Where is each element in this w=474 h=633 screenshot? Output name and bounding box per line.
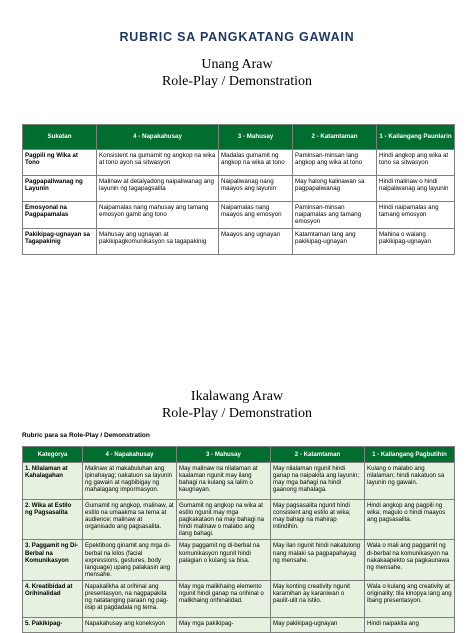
table-row	[23, 617, 455, 632]
criteria-cell: 2. Wika at Estilo ng Pagsasalita	[23, 500, 83, 540]
table-cell: Hindi angkop ang wika at tono sa sitwasyon	[377, 150, 455, 176]
table-cell: May mga malikhaing elemento ngunit hindi ganap na orihinal o malikhaing orihinalidad.	[177, 580, 271, 617]
table-cell: Wala o mali ang paggamit ng di-berbal na komunikasyon na nakakaapekto sa pagkaunawa ng mensahe.	[365, 540, 455, 580]
table-row	[23, 176, 455, 202]
table-cell: May halong kalinawan sa pagpapaliwanag	[293, 176, 377, 202]
table-cell: May ilan ngunit hindi nakatulong nang malaki sa pagpapahayag ng mensahe.	[271, 540, 365, 580]
table-cell: Malinaw at detalyadong naipaliwanag ang layunin ng tagapagsalita	[97, 176, 219, 202]
header-cell: 4 - Napakahusay	[83, 447, 177, 463]
criteria-cell: 5. Pakikipag-	[23, 617, 83, 632]
header-cell: 2 - Katamtaman	[293, 125, 377, 150]
table-cell: Napakahusay ang koneksyon	[83, 617, 177, 632]
table-cell: Gumamit ng angkop na wika at estilo ngunit may mga pagkakataon na may bahagi na hindi malinaw o malabo ang ilang bahagi.	[177, 500, 271, 540]
criteria-cell: 1. Nilalaman at Kahalagahan	[23, 463, 83, 500]
table-cell: Hindi angkop ang pagpili ng wika; magulo o hindi maayos ang pagsasalita.	[365, 500, 455, 540]
table-cell: Epektibong ginamit ang mga di-berbal na kilos (facial expressions, gestures, body language) upang palakasin ang mensahe.	[83, 540, 177, 580]
day1-subtitle: Role-Play / Demonstration	[161, 74, 313, 89]
table-row	[23, 228, 455, 254]
day2-subtitle: Role-Play / Demonstration	[161, 406, 313, 421]
header-cell: 3 - Mahusay	[219, 125, 293, 150]
header-cell: 2 - Katamtaman	[271, 447, 365, 463]
table-cell: May mga pakikipag-	[177, 617, 271, 632]
table-cell: May pakikipag-ugnayan	[271, 617, 365, 632]
table-row	[23, 463, 455, 500]
table-cell: May konting creativity ngunit karamihan ay karaniwan o paulit-ulit na istilo.	[271, 580, 365, 617]
header-cell: 1 - Kailangang Paunlarin	[377, 125, 455, 150]
table-cell: Naipamalas nang mahusay ang tamang emosyon gamit ang tono	[97, 202, 219, 229]
table-cell: Kulang o malabo ang nilalaman; hindi nakatuon sa layunin ng gawain.	[365, 463, 455, 500]
criteria-cell: 3. Paggamit ng Di-Berbal na Komunikasyon	[23, 540, 83, 580]
table-cell: May paggamit ng di-berbal na komunikasyon ngunit hindi palagian o kulang sa bisa.	[177, 540, 271, 580]
table-cell: Mahina o walang pakikipag-ugnayan	[377, 228, 455, 254]
table-cell: May nilalaman ngunit hindi ganap na naipakita ang layunin; may mga bahagi na hindi gaanong mahalaga.	[271, 463, 365, 500]
table-cell: Napakalikha at orihinal ang presentasyon, na nagpapakita ng natatanging paraan ng pag-iisip at pagdadala ng tema.	[83, 580, 177, 617]
table-cell: Hindi naipamalas ang tamang emosyon	[377, 202, 455, 229]
table-cell: May pagsasalita ngunit hindi consistent ang estilo at wika; may bahagi na mahirap intindihin.	[271, 500, 365, 540]
table-cell: Wala o kulang ang creativity at originality; tila kinopya lang ang ibang presentasyon.	[365, 580, 455, 617]
table-cell: Madalas gumamit ng angkop na wika at tono	[219, 150, 293, 176]
criteria-cell: 4. Kreatibidad at Orihinalidad	[23, 580, 83, 617]
day2-title: Ikalawang Araw	[190, 389, 284, 404]
table-row	[23, 500, 455, 540]
table-cell: Hindi naipakita ang	[365, 617, 455, 632]
table-header-row	[23, 447, 455, 463]
table-cell: Gumamit ng angkop, malinaw, at estilo na umaakma sa tema at audience; malinaw at organisado ang pagsasalita.	[83, 500, 177, 540]
criteria-cell: Emosyonal na Pagpapamalas	[23, 202, 97, 229]
day2-heading	[0, 388, 474, 422]
table-cell: Katamtaman lang ang pakikipag-ugnayan	[293, 228, 377, 254]
criteria-cell: Pagpapaliwanag ng Layunin	[23, 176, 97, 202]
table-row	[23, 202, 455, 229]
table-cell: Naipaliwanag nang maayos ang layunin	[219, 176, 293, 202]
table-cell: Mahusay ang ugnayan at pakikipagkomunikasyon sa tagapakinig	[97, 228, 219, 254]
header-cell: Kategorya	[23, 447, 83, 463]
table-cell: Konsistent na gumamit ng angkop na wika at tono ayon sa sitwasyon	[97, 150, 219, 176]
day1-heading	[0, 56, 474, 90]
rubric-table-day2	[22, 446, 455, 633]
table-row	[23, 540, 455, 580]
table-cell: Malinaw at makabuluhan ang ipinahayag; nakatuon sa layunin ng gawain at nagbibigay ng mahalagang impormasyon.	[83, 463, 177, 500]
page-title: RUBRIC SA PANGKATANG GAWAIN	[119, 30, 355, 44]
header-cell: Sukatan	[23, 125, 97, 150]
header-cell: 4 - Napakahusay	[97, 125, 219, 150]
table-header-row	[23, 125, 455, 150]
table-row	[23, 150, 455, 176]
header-cell: 3 - Mahusay	[177, 447, 271, 463]
header-cell: 1 - Kailangang Pagbutihin	[365, 447, 455, 463]
rubric-table-day1	[22, 124, 455, 255]
table-cell: Naipamalas nang maayos ang emosyon	[219, 202, 293, 229]
day1-title: Unang Araw	[201, 57, 273, 72]
table-cell: Paminsan-minsan naipamalas ang tamang emosyon	[293, 202, 377, 229]
table-cell: May malinaw na nilalaman at kaalaman ngunit may ilang bahagi na kulang sa lalim o kaugnayan.	[177, 463, 271, 500]
table-row	[23, 580, 455, 617]
criteria-cell: Pagpili ng Wika at Tono	[23, 150, 97, 176]
criteria-cell: Pakikipag-ugnayan sa Tagapakinig	[23, 228, 97, 254]
table-caption: Rubric para sa Role-Play / Demonstration	[22, 432, 150, 439]
table-cell: Hindi malinaw o hindi naipaliwanag ang layunin	[377, 176, 455, 202]
table-cell: Maayos ang ugnayan	[219, 228, 293, 254]
table-cell: Paminsan-minsan lang angkop ang wika at tono	[293, 150, 377, 176]
